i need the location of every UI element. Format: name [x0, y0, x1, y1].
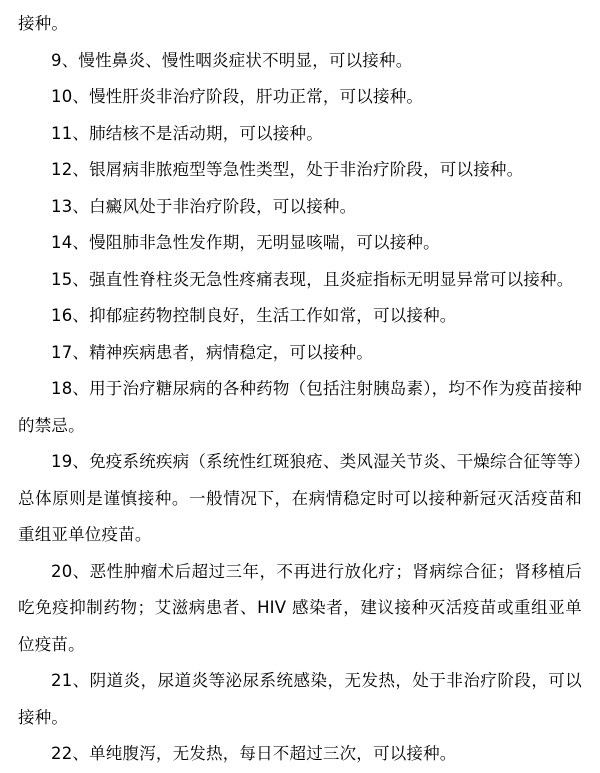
paragraph: 18、用于治疗糖尿病的各种药物（包括注射胰岛素），均不作为疫苗接种的禁忌。: [18, 379, 582, 435]
paragraph: 11、肺结核不是活动期，可以接种。: [51, 123, 323, 143]
paragraph: 22、单纯腹泻，无发热，每日不超过三次，可以接种。: [51, 744, 457, 763]
paragraph: 15、强直性脊柱炎无急性疼痛表现，且炎症指标无明显异常可以接种。: [51, 269, 574, 289]
paragraph: 21、阴道炎，尿道炎等泌尿系统感染，无发热，处于非治疗阶段，可以接种。: [18, 671, 582, 727]
paragraph: 19、免疫系统疾病（系统性红斑狼疮、类风湿关节炎、干燥综合征等等）总体原则是谨慎接种。一般情况下，在病情稳定时可以接种新冠灭活疫苗和重组亚单位疫苗。: [18, 452, 582, 544]
paragraph: 17、精神疾病患者，病情稳定，可以接种。: [51, 342, 373, 362]
paragraph: 14、慢阻肺非急性发作期，无明显咳喘，可以接种。: [51, 233, 440, 252]
paragraph: 20、恶性肿瘤术后超过三年，不再进行放化疗；肾病综合征；肾移植后吃免疫抑制药物；艾滋病患者、HIV 感染者，建议接种灭活疫苗或重组亚单位疫苗。: [18, 561, 582, 654]
paragraph: 10、慢性肝炎非治疗阶段，肝功正常，可以接种。: [51, 87, 424, 106]
document-body: [18, 6, 582, 773]
paragraph: 13、白癜风处于非治疗阶段，可以接种。: [51, 196, 357, 216]
paragraph: 接种。: [18, 14, 69, 33]
paragraph: 12、银屑病非脓疱型等急性类型，处于非治疗阶段，可以接种。: [51, 160, 524, 179]
paragraph: 9、慢性鼻炎、慢性咽炎症状不明显，可以接种。: [51, 50, 413, 70]
paragraph: 16、抑郁症药物控制良好，生活工作如常，可以接种。: [51, 306, 457, 325]
